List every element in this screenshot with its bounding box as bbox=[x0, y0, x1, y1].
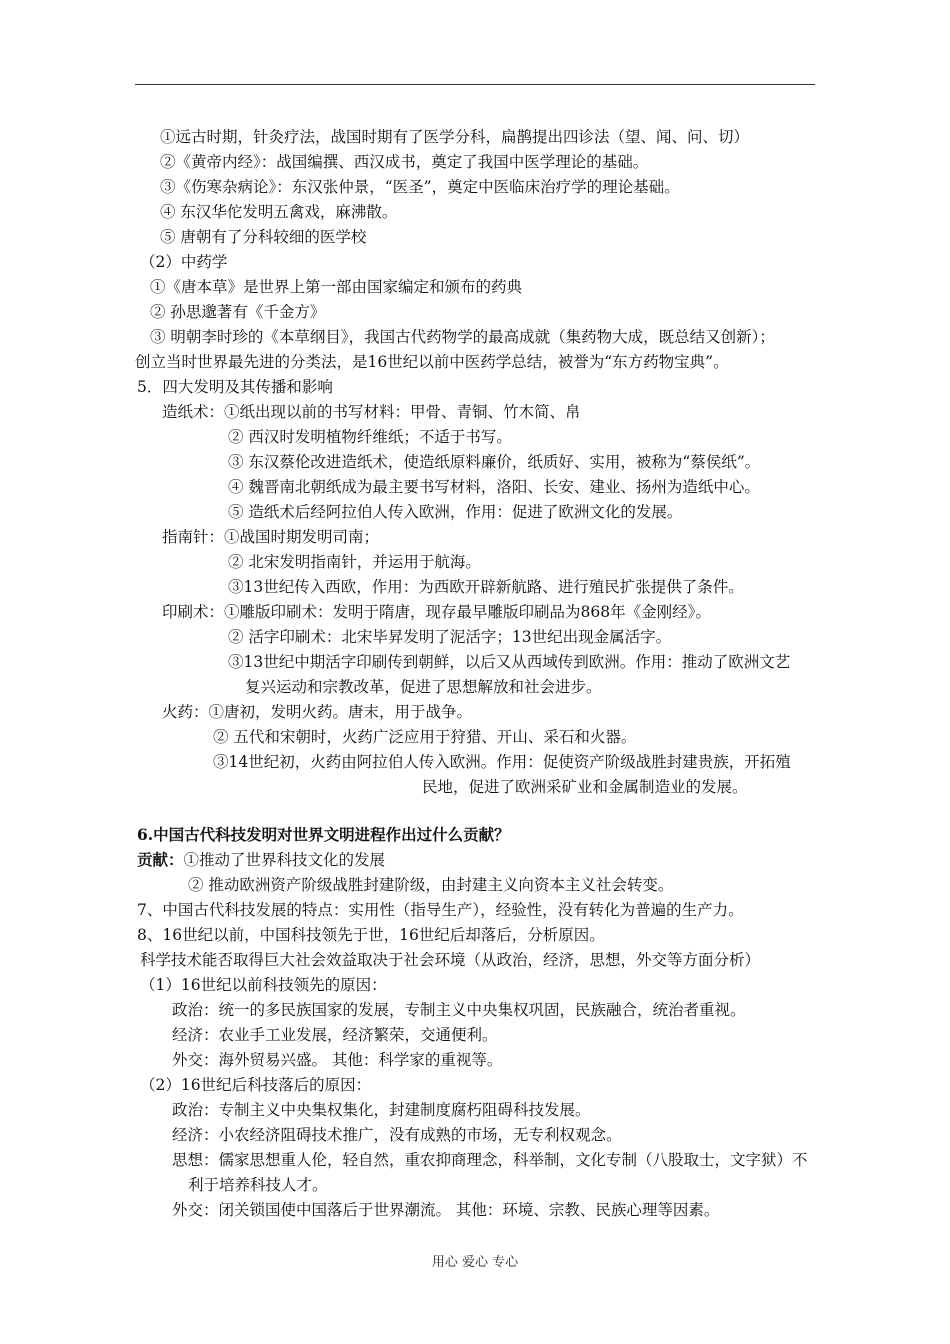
printing-item-1: 印刷术：①雕版印刷术：发明于隋唐，现存最早雕版印刷品为868年《金刚经》。 bbox=[162, 603, 711, 621]
printing-item-2: ② 活字印刷术：北宋毕昇发明了泥活字；13世纪出现金属活字。 bbox=[228, 628, 672, 646]
pharmacy-item-1: ①《唐本草》是世界上第一部由国家编定和颁布的药典 bbox=[150, 278, 523, 296]
lead-heading: （1）16世纪以前科技领先的原因： bbox=[140, 976, 387, 994]
page-footer: 用心 爱心 专心 bbox=[431, 1255, 519, 1270]
header-rule bbox=[135, 84, 815, 85]
printing-item-3-cont: 复兴运动和宗教改革，促进了思想解放和社会进步。 bbox=[245, 678, 602, 696]
compass-item-3: ③13世纪传入西欧，作用：为西欧开辟新航路、进行殖民扩张提供了条件。 bbox=[228, 578, 744, 596]
lag-item-1: 政治：专制主义中央集权集化，封建制度腐朽阻碍科技发展。 bbox=[172, 1101, 591, 1119]
papermaking-item-3: ③ 东汉蔡伦改进造纸术，使造纸原料廉价，纸质好、实用，被称为“蔡侯纸”。 bbox=[228, 453, 761, 471]
pharmacy-item-3-cont: 创立当时世界最先进的分类法，是16世纪以前中医药学总结，被誉为“东方药物宝典”。 bbox=[135, 353, 729, 371]
inventions-heading: 5．四大发明及其传播和影响 bbox=[137, 378, 333, 396]
medicine-item-5: ⑤ 唐朝有了分科较细的医学校 bbox=[160, 228, 367, 246]
q7-text: 7、中国古代科技发展的特点：实用性（指导生产），经验性，没有转化为普遍的生产力。 bbox=[137, 901, 744, 919]
gunpowder-item-2: ② 五代和宋朝时，火药广泛应用于狩猎、开山、采石和火器。 bbox=[213, 728, 637, 746]
gunpowder-item-3: ③14世纪初，火药由阿拉伯人传入欧洲。作用：促使资产阶级战胜封建贵族，开拓殖 bbox=[213, 753, 791, 771]
lag-item-3: 思想：儒家思想重人伦，轻自然，重农抑商理念，科举制，文化专制（八股取士，文字狱）不 bbox=[172, 1151, 808, 1169]
q6-item-1-text: ①推动了世界科技文化的发展 bbox=[183, 851, 386, 869]
lead-item-2: 经济：农业手工业发展，经济繁荣，交通便利。 bbox=[172, 1026, 498, 1044]
lag-item-4: 外交：闭关锁国使中国落后于世界潮流。 其他：环境、宗教、民族心理等因素。 bbox=[172, 1201, 720, 1219]
medicine-item-2: ②《黄帝内经》：战国编撰、西汉成书，奠定了我国中医学理论的基础。 bbox=[160, 153, 649, 171]
papermaking-item-2: ② 西汉时发明植物纤维纸；不适于书写。 bbox=[228, 428, 512, 446]
medicine-item-3: ③《伤寒杂病论》：东汉张仲景，“医圣”，奠定中医临床治疗学的理论基础。 bbox=[160, 178, 680, 196]
pharmacy-item-3: ③ 明朝李时珍的《本草纲目》，我国古代药物学的最高成就（集药物大成，既总结又创新）； bbox=[150, 328, 775, 346]
lead-item-3: 外交：海外贸易兴盛。 其他：科学家的重视等。 bbox=[172, 1051, 503, 1069]
q6-item-2: ② 推动欧洲资产阶级战胜封建阶级，由封建主义向资本主义社会转变。 bbox=[188, 876, 674, 894]
q6-item-1 bbox=[137, 850, 385, 870]
lag-heading: （2）16世纪后科技落后的原因： bbox=[140, 1076, 372, 1094]
pharmacy-heading: （2）中药学 bbox=[140, 253, 228, 271]
lag-item-3-cont: 利于培养科技人才。 bbox=[188, 1176, 328, 1194]
printing-item-3: ③13世纪中期活字印刷传到朝鲜，以后又从西域传到欧洲。作用：推动了欧洲文艺 bbox=[228, 653, 791, 671]
papermaking-item-4: ④ 魏晋南北朝纸成为最主要书写材料，洛阳、长安、建业、扬州为造纸中心。 bbox=[228, 478, 760, 496]
papermaking-item-1: 造纸术：①纸出现以前的书写材料：甲骨、青铜、竹木简、帛 bbox=[162, 403, 581, 421]
q6-heading: 6.中国古代科技发明对世界文明进程作出过什么贡献？ bbox=[137, 825, 510, 844]
q6-label: 贡献： bbox=[137, 850, 184, 869]
lead-item-1: 政治：统一的多民族国家的发展，专制主义中央集权巩固，民族融合，统治者重视。 bbox=[172, 1001, 746, 1019]
compass-item-2: ② 北宋发明指南针，并运用于航海。 bbox=[228, 553, 481, 571]
medicine-item-4: ④ 东汉华佗发明五禽戏，麻沸散。 bbox=[160, 203, 398, 221]
compass-item-1: 指南针：①战国时期发明司南； bbox=[162, 528, 380, 546]
lag-item-2: 经济：小农经济阻碍技术推广，没有成熟的市场，无专利权观念。 bbox=[172, 1126, 622, 1144]
gunpowder-item-1: 火药：①唐初，发明火药。唐末，用于战争。 bbox=[162, 703, 473, 721]
q8-note: 科学技术能否取得巨大社会效益取决于社会环境（从政治，经济，思想，外交等方面分析） bbox=[140, 951, 761, 969]
gunpowder-item-3-cont: 民地，促进了欧洲采矿业和金属制造业的发展。 bbox=[422, 778, 748, 796]
q8-text: 8、16世纪以前，中国科技领先于世，16世纪后却落后，分析原因。 bbox=[137, 926, 605, 944]
pharmacy-item-2: ② 孙思邈著有《千金方》 bbox=[150, 303, 326, 321]
papermaking-item-5: ⑤ 造纸术后经阿拉伯人传入欧洲，作用：促进了欧洲文化的发展。 bbox=[228, 503, 683, 521]
medicine-item-1: ①远古时期，针灸疗法，战国时期有了医学分科，扁鹊提出四诊法（望、闻、问、切） bbox=[160, 128, 750, 146]
